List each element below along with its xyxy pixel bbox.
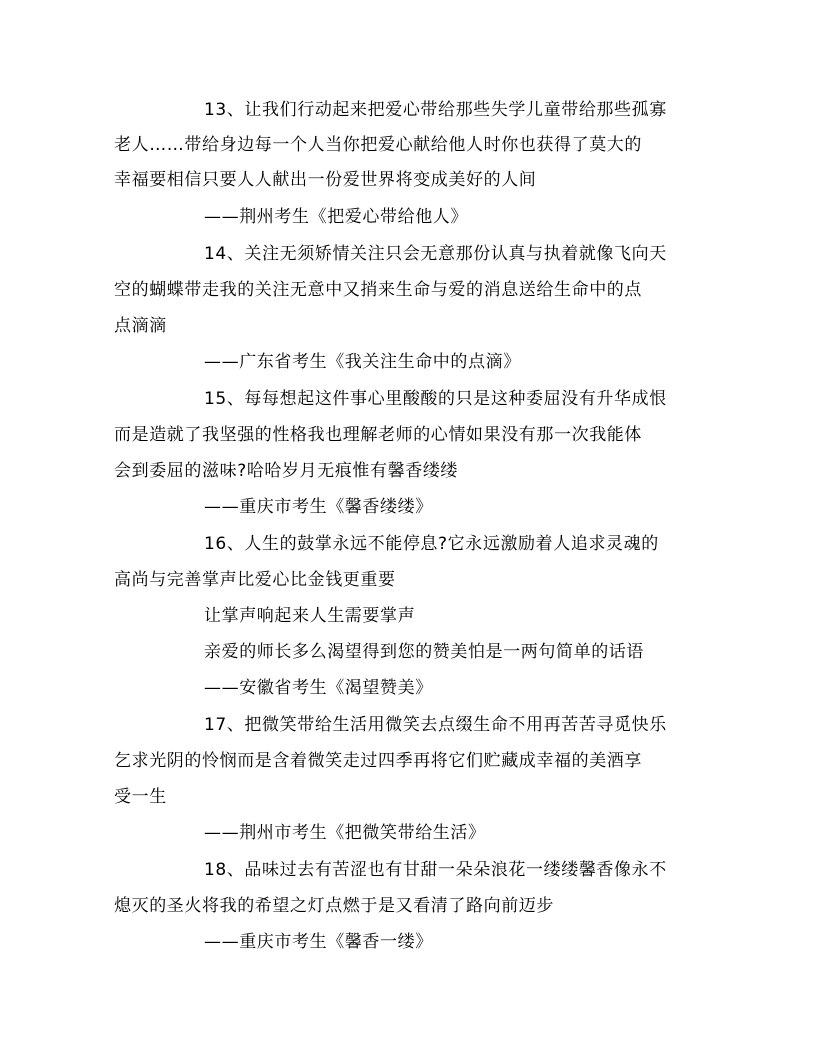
entry-18-line-1: 18、品味过去有苦涩也有甘甜一朵朵浪花一缕缕馨香像永不 — [204, 860, 667, 880]
entry-16-source: ——安徽省考生《渴望赞美》 — [204, 678, 433, 698]
entry-16-line-2: 高尚与完善掌声比爱心比金钱更重要 — [114, 570, 396, 590]
entry-17-line-1: 17、把微笑带给生活用微笑去点缀生命不用再苦苦寻觅快乐 — [204, 715, 667, 735]
entry-13-line-3: 幸福要相信只要人人献出一份爱世界将变成美好的人间 — [114, 170, 537, 190]
entry-15-line-3: 会到委屈的滋味?哈哈岁月无痕惟有馨香缕缕 — [114, 461, 459, 481]
entry-14-source: ——广东省考生《我关注生命中的点滴》 — [204, 352, 521, 372]
entry-15-line-1: 15、每每想起这件事心里酸酸的只是这种委屈没有升华成恨 — [204, 389, 667, 409]
entry-17-source: ——荆州市考生《把微笑带给生活》 — [204, 823, 486, 843]
entry-17-line-2: 乞求光阴的怜悯而是含着微笑走过四季再将它们贮藏成幸福的美酒享 — [114, 751, 642, 771]
entry-17-line-3: 受一生 — [114, 787, 167, 807]
entry-13-source: ——荆州考生《把爱心带给他人》 — [204, 207, 468, 227]
entry-16-extra-line-1: 让掌声响起来人生需要掌声 — [204, 606, 416, 626]
entry-14-line-1: 14、关注无须矫情关注只会无意那份认真与执着就像飞向天 — [204, 244, 667, 264]
entry-13-line-1: 13、让我们行动起来把爱心带给那些失学儿童带给那些孤寡 — [204, 100, 667, 120]
entry-18-source: ——重庆市考生《馨香一缕》 — [204, 932, 433, 952]
entry-14-line-2: 空的蝴蝶带走我的关注无意中又捎来生命与爱的消息送给生命中的点 — [114, 280, 642, 300]
entry-13-line-2: 老人……带给身边每一个人当你把爱心献给他人时你也获得了莫大的 — [114, 135, 642, 155]
entry-16-line-1: 16、人生的鼓掌永远不能停息?它永远激励着人追求灵魂的 — [204, 534, 659, 554]
entry-18-line-2: 熄灭的圣火将我的希望之灯点燃于是又看清了路向前迈步 — [114, 896, 554, 916]
entry-15-source: ——重庆市考生《馨香缕缕》 — [204, 497, 433, 517]
entry-15-line-2: 而是造就了我坚强的性格我也理解老师的心情如果没有那一次我能体 — [114, 425, 642, 445]
entry-16-extra-line-2: 亲爱的师长多么渴望得到您的赞美怕是一两句简单的话语 — [204, 642, 644, 662]
entry-14-line-3: 点滴滴 — [114, 316, 167, 336]
